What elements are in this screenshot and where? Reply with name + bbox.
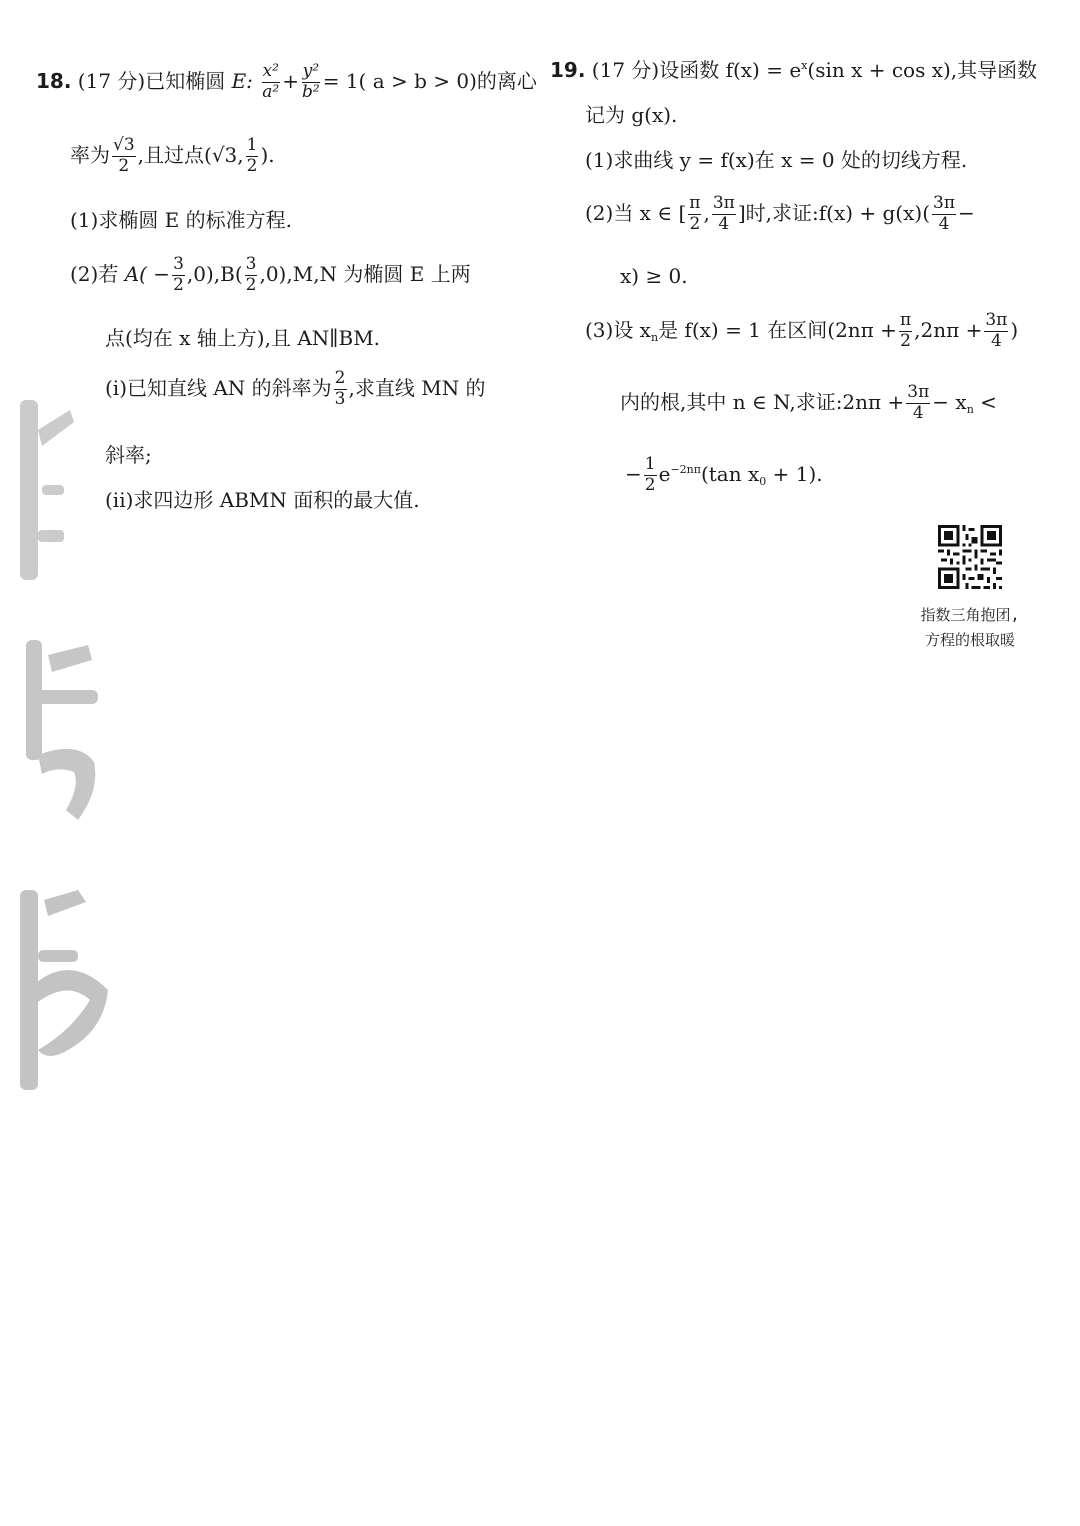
fraction-3-over-2-a: $\frac{3}{2}$ bbox=[173, 254, 184, 295]
fraction-pi-over-2: $\frac{\pi}{2}$ bbox=[689, 193, 701, 234]
fraction-1-over-2: $\frac{1}{2}$ bbox=[246, 135, 258, 176]
fraction-sqrt3-over-2: $\frac{√3}{2}$ bbox=[113, 135, 135, 176]
q19-intro-tail: (sin x + cos x),其导函数 bbox=[807, 58, 1038, 82]
subscript-n-b: n bbox=[966, 402, 974, 416]
points-mn: ,0),M,N 为椭圆 E 上两 bbox=[259, 261, 471, 286]
part-i-tail: ,求直线 MN 的 bbox=[348, 375, 486, 400]
q18-part-i-line2: 斜率; bbox=[105, 443, 152, 467]
q19-part2: (2)当 x ∈ [ $\frac{\pi}{2}$ , $\frac{3\pi}{4}$ ]时,求证:f(x) + g(x)( $\frac{3\pi}{4}$ − bbox=[585, 193, 975, 234]
part-i-lead: (i)已知直线 AN 的斜率为 bbox=[105, 375, 332, 400]
q18-intro: 已知椭圆 bbox=[145, 68, 232, 93]
q18-part-ii: (ii)求四边形 ABMN 面积的最大值. bbox=[105, 488, 420, 512]
part2-mid: ]时,求证:f(x) + g(x)( bbox=[737, 200, 930, 225]
q18-intro-tail: 的离心 bbox=[476, 68, 537, 93]
part3-end: ) bbox=[1010, 317, 1019, 342]
q19-part1: (1)求曲线 y = f(x)在 x = 0 处的切线方程. bbox=[585, 148, 968, 172]
q19-part3-line2 bbox=[620, 384, 997, 423]
eccentricity-lead: 率为 bbox=[70, 142, 110, 167]
fraction-3pi-over-4-b: $\frac{3\pi}{4}$ bbox=[933, 193, 955, 234]
part3-line2: 内的根,其中 n ∈ N,求证:2nπ + bbox=[620, 389, 905, 414]
q18-part2-line2: 点(均在 x 轴上方),且 AN∥BM. bbox=[105, 326, 381, 350]
q19-part3 bbox=[585, 312, 1018, 351]
qr-code-icon[interactable] bbox=[938, 525, 1002, 589]
watermark-char-jin bbox=[20, 400, 74, 580]
subscript-0: 0 bbox=[759, 474, 767, 488]
minus-sign: − bbox=[625, 461, 642, 486]
watermark-calligraphy bbox=[8, 390, 118, 1100]
watermark-char-juan bbox=[20, 890, 108, 1090]
q18-part1: (1)求椭圆 E 的标准方程. bbox=[70, 208, 293, 232]
q18-number: 18. bbox=[36, 68, 72, 93]
part2-lead: (2)若 bbox=[70, 261, 125, 286]
q19-line2: 记为 g(x). bbox=[585, 103, 678, 127]
part3-line3-end: + 1). bbox=[766, 461, 823, 486]
q18-line1 bbox=[36, 63, 537, 102]
fraction-y2-over-b2: $\frac{\text{y²}}{\text{b²}}$ bbox=[302, 61, 320, 102]
exponent-x: x bbox=[801, 59, 808, 72]
point-end: ). bbox=[260, 142, 275, 167]
q18-line2 bbox=[70, 137, 275, 176]
euler-e: e bbox=[658, 461, 671, 486]
part3-lead: (3)设 x bbox=[585, 317, 651, 342]
q18-points: (17 分) bbox=[77, 68, 146, 93]
qr-caption-line1: 指数三角抱团, bbox=[920, 606, 1020, 624]
q19-number: 19. bbox=[550, 58, 586, 82]
ellipse-label: E: bbox=[231, 68, 253, 93]
fraction-3pi-over-4-d: $\frac{3\pi}{4}$ bbox=[907, 382, 930, 423]
fraction-pi-over-2-b: $\frac{\pi}{2}$ bbox=[899, 310, 912, 351]
q19-part2-line2: x) ≥ 0. bbox=[620, 264, 688, 288]
q19-line1 bbox=[550, 60, 1037, 80]
part2-tail: − bbox=[958, 200, 975, 225]
q19-intro: (17 分)设函数 f(x) = e bbox=[591, 58, 802, 82]
point-lead: ,且过点(√3, bbox=[137, 142, 244, 167]
part3-mid2: ,2nπ + bbox=[914, 317, 983, 342]
fraction-2-over-3: $\frac{2}{3}$ bbox=[334, 368, 346, 409]
part3-mid: 是 f(x) = 1 在区间(2nπ + bbox=[658, 317, 897, 342]
fraction-x2-over-a2: $\frac{\text{x²}}{\text{a²}}$ bbox=[262, 61, 280, 102]
exponent-neg-2npi: −2nπ bbox=[670, 462, 701, 476]
plus-sign: + bbox=[282, 68, 299, 93]
part3-line2-tail: − x bbox=[932, 389, 967, 414]
watermark-char-kao bbox=[26, 640, 98, 820]
q18-part2-line1 bbox=[70, 256, 471, 295]
subscript-n: n bbox=[650, 330, 659, 344]
part2-lead: (2)当 x ∈ [ bbox=[585, 200, 687, 225]
part3-line2-end: < bbox=[973, 389, 997, 414]
qr-caption bbox=[900, 603, 1040, 653]
q19-part3-line3 bbox=[625, 456, 823, 495]
point-b: ,0),B( bbox=[186, 261, 243, 286]
fraction-3pi-over-4-c: $\frac{3\pi}{4}$ bbox=[985, 310, 1008, 351]
qr-caption-line2: 方程的根取暖 bbox=[924, 631, 1015, 649]
fraction-1-over-2-b: $\frac{1}{2}$ bbox=[644, 454, 656, 495]
fraction-3-over-2-b: $\frac{3}{2}$ bbox=[245, 254, 257, 295]
fraction-3pi-over-4: $\frac{3\pi}{4}$ bbox=[712, 193, 735, 234]
part3-line3-tail: (tan x bbox=[700, 461, 760, 486]
point-a: A( − bbox=[124, 261, 171, 286]
ellipse-rhs: = 1( a > b > 0) bbox=[322, 68, 477, 93]
q18-part-i bbox=[105, 370, 486, 409]
